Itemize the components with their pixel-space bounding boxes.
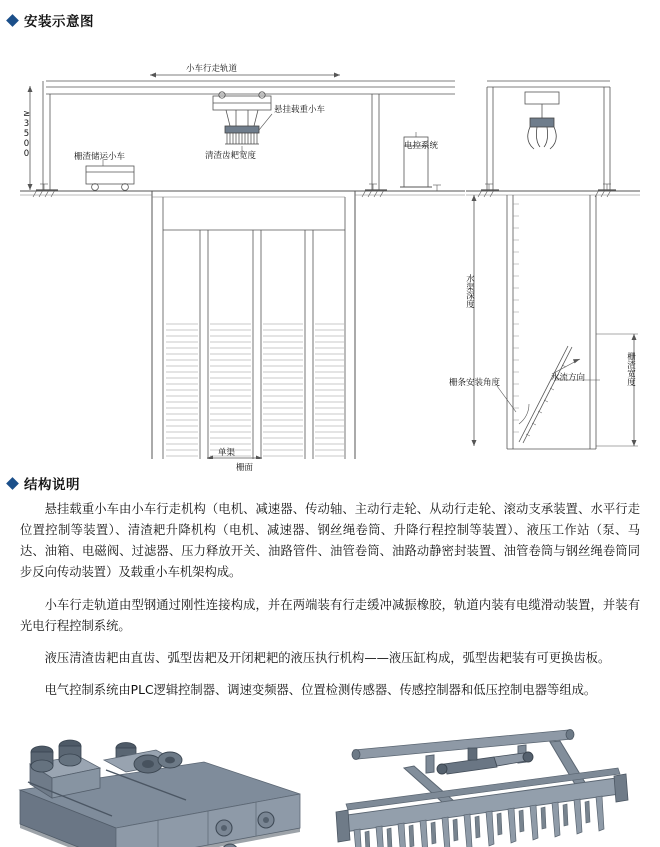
structure-paragraph-3: 液压清渣齿耙由直齿、弧型齿耙及开闭耙耙的液压执行机构——液压缸构成，弧型齿耙装有可更换齿板。 — [44, 650, 611, 665]
label-flow-direction: 水流方向 — [551, 373, 586, 383]
structure-paragraph-4: 电气控制系统由PLC逻辑控制器、调速变频器、位置检测传感器、传感控制器和低压控制电器等组成。 — [44, 682, 597, 697]
label-water-depth: 水渠深度 — [464, 274, 475, 308]
label-grid-install-angle: 栅条安装角度 — [449, 378, 501, 388]
label-hanging-trolley: 悬挂载重小车 — [274, 105, 326, 115]
installation-heading-label: 安装示意图 — [24, 14, 94, 30]
rake-photo-svg — [318, 712, 652, 847]
label-rake-width: 清渣齿耙宽度 — [205, 151, 257, 161]
structure-description — [0, 493, 660, 701]
label-height-3500: ≥3500 — [21, 109, 32, 159]
diamond-bullet-icon — [6, 14, 19, 27]
section-heading-structure — [0, 473, 660, 493]
label-grid-width: 栅渣宽度 — [625, 352, 636, 386]
structure-paragraph-2: 小车行走轨道由型钢通过刚性连接构成，并在两端装有行走缓冲减振橡胶，轨道内装有电缆滑动装置，并装有光电行程控制系统。 — [20, 597, 640, 633]
label-control-system: 电控系统 — [404, 141, 439, 151]
structure-heading-label: 结构说明 — [24, 477, 80, 493]
hoist-trolley-photo-svg — [8, 712, 308, 847]
rake-photo — [318, 712, 652, 847]
label-ditch-surface: 栅面 — [236, 463, 254, 473]
label-trolley-rail: 小车行走轨道 — [186, 64, 238, 74]
label-single-well: 单渠 — [218, 448, 236, 458]
structure-paragraph-1: 悬挂载重小车由小车行走机构（电机、减速器、传动轴、主动行走轮、从动行走轮、滚动支承装置、水平行走位置控制等装置）、清渣耙升降机构（电机、减速器、钢丝绳卷筒、升降行程控制等装置）、液压工作站（泵、马达、油箱、电磁阀、过滤器、压力释放开关、油路管件、油管卷筒、油路动静密封装置、油管卷筒与钢丝绳卷筒同步反向传动装置）及载重小车机架构成。 — [20, 502, 640, 580]
installation-diagram — [0, 34, 660, 473]
section-heading-installation — [0, 10, 660, 30]
installation-diagram-svg — [0, 34, 660, 459]
hoist-trolley-photo — [8, 712, 308, 847]
product-photos — [0, 712, 660, 847]
diamond-bullet-icon-2 — [6, 477, 19, 490]
label-grid-storage-trolley: 栅渣储运小车 — [74, 152, 126, 162]
